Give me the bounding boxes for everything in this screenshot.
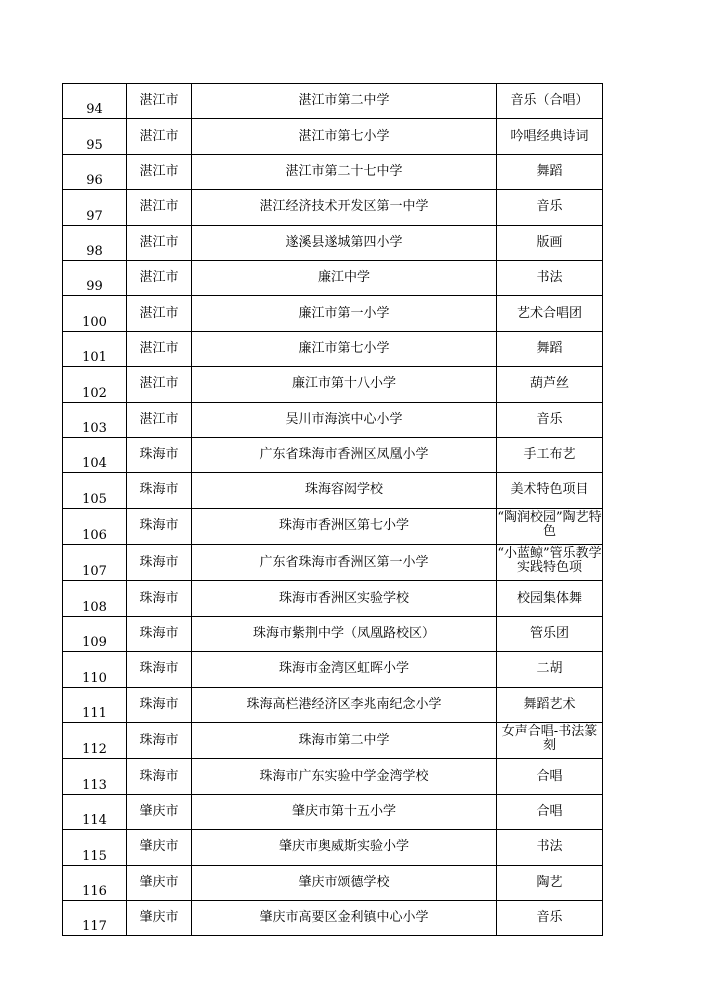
city-cell: 珠海市 <box>127 545 192 581</box>
project-cell: 书法 <box>497 830 603 865</box>
city-cell: 肇庆市 <box>127 830 192 865</box>
city-cell: 珠海市 <box>127 687 192 722</box>
school-name-cell: 廉江市第一小学 <box>192 296 497 331</box>
table-row <box>63 723 603 759</box>
table-row <box>63 581 603 616</box>
row-number: 99 <box>63 260 127 295</box>
school-name-cell: 珠海市香洲区实验学校 <box>192 581 497 616</box>
table-row <box>63 367 603 402</box>
project-cell: 吟唱经典诗词 <box>497 119 603 154</box>
project-cell: 舞蹈 <box>497 154 603 189</box>
city-cell: 肇庆市 <box>127 900 192 935</box>
row-number: 101 <box>63 331 127 366</box>
table-row <box>63 437 603 472</box>
project-cell: 二胡 <box>497 652 603 687</box>
table-row <box>63 473 603 508</box>
table-row <box>63 652 603 687</box>
row-number: 106 <box>63 508 127 544</box>
row-number: 107 <box>63 545 127 581</box>
project-cell: 舞蹈 <box>497 331 603 366</box>
city-cell: 湛江市 <box>127 84 192 119</box>
school-name-cell: 肇庆市奥威斯实验小学 <box>192 830 497 865</box>
school-name-cell: 吴川市海滨中心小学 <box>192 402 497 437</box>
project-cell: 女声合唱-书法篆刻 <box>497 723 603 759</box>
table-row <box>63 900 603 935</box>
city-cell: 珠海市 <box>127 759 192 794</box>
table-row <box>63 616 603 651</box>
row-number: 96 <box>63 154 127 189</box>
project-cell: “小蓝鲸”管乐教学实践特色项 <box>497 545 603 581</box>
table-row <box>63 84 603 119</box>
city-cell: 珠海市 <box>127 437 192 472</box>
city-cell: 湛江市 <box>127 402 192 437</box>
school-name-cell: 珠海市广东实验中学金湾学校 <box>192 759 497 794</box>
school-name-cell: 珠海高栏港经济区李兆南纪念小学 <box>192 687 497 722</box>
city-cell: 湛江市 <box>127 154 192 189</box>
city-cell: 珠海市 <box>127 508 192 544</box>
school-name-cell: 珠海市紫荆中学（凤凰路校区） <box>192 616 497 651</box>
school-name-cell: 广东省珠海市香洲区第一小学 <box>192 545 497 581</box>
table-row <box>63 119 603 154</box>
row-number: 112 <box>63 723 127 759</box>
table-row <box>63 508 603 544</box>
city-cell: 肇庆市 <box>127 794 192 829</box>
table-row <box>63 545 603 581</box>
table-row <box>63 759 603 794</box>
row-number: 100 <box>63 296 127 331</box>
school-name-cell: 肇庆市高要区金利镇中心小学 <box>192 900 497 935</box>
school-name-cell: 廉江市第七小学 <box>192 331 497 366</box>
city-cell: 珠海市 <box>127 473 192 508</box>
table-row <box>63 687 603 722</box>
row-number: 103 <box>63 402 127 437</box>
table-row <box>63 402 603 437</box>
row-number: 104 <box>63 437 127 472</box>
school-name-cell: 肇庆市第十五小学 <box>192 794 497 829</box>
row-number: 109 <box>63 616 127 651</box>
row-number: 117 <box>63 900 127 935</box>
city-cell: 湛江市 <box>127 331 192 366</box>
school-name-cell: 湛江市第七小学 <box>192 119 497 154</box>
table-row <box>63 225 603 260</box>
table-row <box>63 190 603 225</box>
city-cell: 湛江市 <box>127 225 192 260</box>
city-cell: 湛江市 <box>127 190 192 225</box>
school-name-cell: 湛江经济技术开发区第一中学 <box>192 190 497 225</box>
row-number: 94 <box>63 84 127 119</box>
city-cell: 湛江市 <box>127 119 192 154</box>
row-number: 111 <box>63 687 127 722</box>
table-row <box>63 296 603 331</box>
row-number: 113 <box>63 759 127 794</box>
city-cell: 湛江市 <box>127 367 192 402</box>
project-cell: “陶润校园”陶艺特色 <box>497 508 603 544</box>
project-cell: 音乐 <box>497 190 603 225</box>
school-name-cell: 珠海市金湾区虹晖小学 <box>192 652 497 687</box>
project-cell: 艺术合唱团 <box>497 296 603 331</box>
city-cell: 湛江市 <box>127 260 192 295</box>
school-name-cell: 珠海容闳学校 <box>192 473 497 508</box>
school-name-cell: 遂溪县遂城第四小学 <box>192 225 497 260</box>
table-row <box>63 154 603 189</box>
city-cell: 肇庆市 <box>127 865 192 900</box>
table-body <box>63 84 603 936</box>
school-name-cell: 珠海市第二中学 <box>192 723 497 759</box>
project-cell: 合唱 <box>497 794 603 829</box>
school-name-cell: 湛江市第二中学 <box>192 84 497 119</box>
row-number: 108 <box>63 581 127 616</box>
table-row <box>63 260 603 295</box>
city-cell: 珠海市 <box>127 723 192 759</box>
school-name-cell: 广东省珠海市香洲区凤凰小学 <box>192 437 497 472</box>
row-number: 98 <box>63 225 127 260</box>
project-cell: 葫芦丝 <box>497 367 603 402</box>
row-number: 114 <box>63 794 127 829</box>
city-cell: 珠海市 <box>127 616 192 651</box>
project-cell: 舞蹈艺术 <box>497 687 603 722</box>
city-cell: 珠海市 <box>127 581 192 616</box>
school-list-table <box>62 83 603 936</box>
school-name-cell: 廉江市第十八小学 <box>192 367 497 402</box>
table-row <box>63 830 603 865</box>
school-name-cell: 肇庆市颂德学校 <box>192 865 497 900</box>
project-cell: 音乐 <box>497 402 603 437</box>
row-number: 95 <box>63 119 127 154</box>
project-cell: 美术特色项目 <box>497 473 603 508</box>
project-cell: 音乐 <box>497 900 603 935</box>
project-cell: 版画 <box>497 225 603 260</box>
table-row <box>63 865 603 900</box>
row-number: 102 <box>63 367 127 402</box>
row-number: 97 <box>63 190 127 225</box>
project-cell: 管乐团 <box>497 616 603 651</box>
school-name-cell: 湛江市第二十七中学 <box>192 154 497 189</box>
project-cell: 手工布艺 <box>497 437 603 472</box>
row-number: 116 <box>63 865 127 900</box>
row-number: 105 <box>63 473 127 508</box>
school-name-cell: 珠海市香洲区第七小学 <box>192 508 497 544</box>
city-cell: 湛江市 <box>127 296 192 331</box>
row-number: 115 <box>63 830 127 865</box>
city-cell: 珠海市 <box>127 652 192 687</box>
project-cell: 陶艺 <box>497 865 603 900</box>
project-cell: 校园集体舞 <box>497 581 603 616</box>
project-cell: 音乐（合唱） <box>497 84 603 119</box>
row-number: 110 <box>63 652 127 687</box>
school-name-cell: 廉江中学 <box>192 260 497 295</box>
project-cell: 合唱 <box>497 759 603 794</box>
project-cell: 书法 <box>497 260 603 295</box>
table-row <box>63 794 603 829</box>
table-row <box>63 331 603 366</box>
